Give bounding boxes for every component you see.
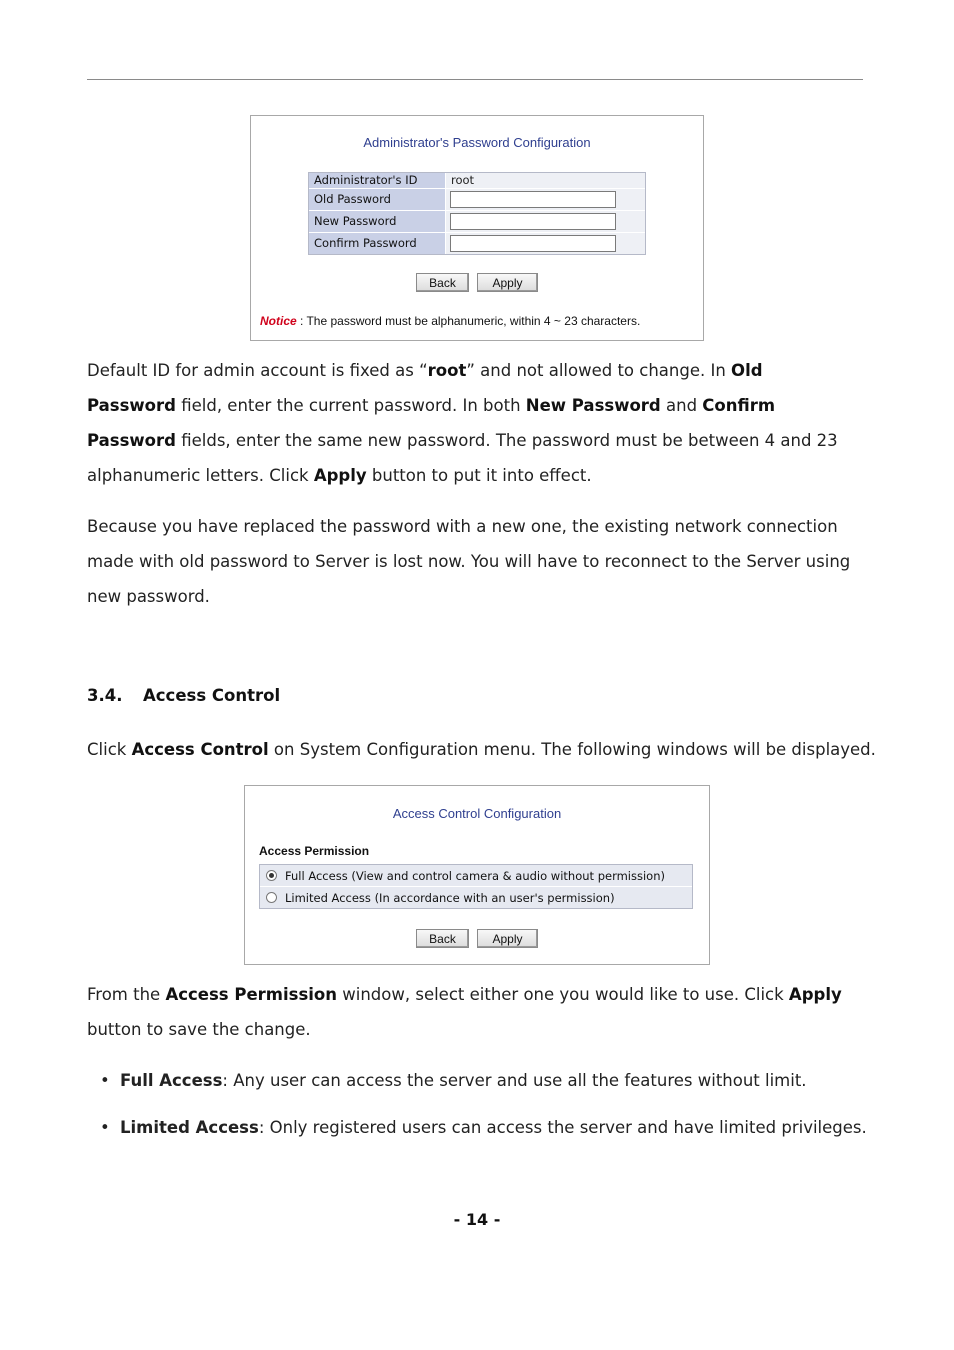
bold-access-permission: Access Permission — [165, 985, 338, 1004]
text: fields, enter the same new password. The password must be between 4 and 23 alphanumeric letters. Click — [87, 431, 838, 485]
text: button to save the change. — [87, 1020, 311, 1039]
section-number: 3.4. — [87, 686, 123, 705]
text: and — [660, 396, 703, 415]
text: ” and not allowed to change. In — [466, 361, 732, 380]
bold-root: root — [427, 361, 467, 380]
bullet-text: : Only registered users can access the server and have limited privileges. — [258, 1118, 867, 1137]
access-back-button[interactable]: Back — [416, 929, 469, 948]
admin-id-row — [309, 173, 645, 189]
text: field, enter the current password. In both — [175, 396, 526, 415]
bullet-dot: • — [100, 1071, 110, 1090]
old-password-row — [309, 189, 645, 211]
text: window, select either one you would like to use. Click — [337, 985, 789, 1004]
apply-button[interactable]: Apply — [477, 273, 538, 292]
password-config-title: Administrator's Password Configuration — [363, 135, 591, 150]
text: From the — [87, 985, 166, 1004]
password-notice — [260, 314, 640, 328]
bullet-term: Limited Access — [120, 1118, 259, 1137]
option-limited-label: Limited Access (In accordance with an user's permission) — [285, 890, 615, 905]
confirm-password-row — [309, 233, 645, 254]
new-password-row — [309, 211, 645, 233]
option-full-access[interactable] — [260, 865, 692, 887]
confirm-password-input[interactable] — [450, 235, 616, 252]
old-password-label: Old Password — [309, 189, 446, 210]
option-limited-access[interactable] — [260, 887, 692, 908]
access-apply-button[interactable]: Apply — [477, 929, 538, 948]
access-options — [259, 864, 693, 909]
access-config-panel — [244, 785, 710, 965]
new-password-input[interactable] — [450, 213, 616, 230]
old-password-cell — [446, 189, 645, 210]
option-full-label: Full Access (View and control camera & audio without permission) — [285, 868, 665, 883]
radio-selected-icon[interactable] — [266, 870, 277, 881]
paragraph-click-access — [87, 732, 877, 767]
bullet-full-access — [100, 1069, 807, 1093]
text: button to put it into effect. — [366, 466, 592, 485]
text: Default ID for admin account is fixed as “ — [87, 361, 428, 380]
page-number: - 14 - — [453, 1210, 501, 1229]
bold-confirm-password: Confirm Password — [87, 396, 776, 450]
bold-old-password: Old Password — [87, 361, 763, 415]
paragraph-reconnect: Because you have replaced the password with a new one, the existing network connection made with old password to Server is lost now. You will have to reconnect to the Server using new password. — [87, 517, 851, 606]
password-form — [308, 172, 646, 255]
section-title: Access Control — [143, 686, 281, 705]
confirm-password-label: Confirm Password — [309, 233, 446, 254]
bullet-term: Full Access — [120, 1071, 223, 1090]
old-password-input[interactable] — [450, 191, 616, 208]
password-config-panel — [250, 115, 704, 341]
section-heading — [87, 686, 280, 705]
bold-apply: Apply — [313, 466, 367, 485]
new-password-cell — [446, 211, 645, 232]
paragraph-default-id — [87, 353, 857, 493]
bullet-text: : Any user can access the server and use all the features without limit. — [222, 1071, 807, 1090]
bold-apply: Apply — [788, 985, 842, 1004]
bullet-dot: • — [100, 1118, 110, 1137]
back-button[interactable]: Back — [416, 273, 469, 292]
text: on System Configuration menu. The following windows will be displayed. — [268, 740, 876, 759]
text: Click — [87, 740, 132, 759]
paragraph-access-permission — [87, 977, 847, 1047]
access-permission-heading: Access Permission — [259, 844, 370, 858]
bullet-limited-access — [100, 1116, 867, 1140]
admin-id-label: Administrator's ID — [309, 173, 446, 188]
radio-unselected-icon[interactable] — [266, 892, 277, 903]
notice-text: : The password must be alphanumeric, within 4 ~ 23 characters. — [296, 314, 641, 328]
header-rule — [87, 79, 863, 80]
access-config-title: Access Control Configuration — [392, 806, 562, 821]
confirm-password-cell — [446, 233, 645, 254]
bold-access-control: Access Control — [131, 740, 269, 759]
notice-key: Notice — [260, 314, 297, 328]
admin-id-value: root — [446, 173, 645, 188]
new-password-label: New Password — [309, 211, 446, 232]
bold-new-password: New Password — [525, 396, 661, 415]
